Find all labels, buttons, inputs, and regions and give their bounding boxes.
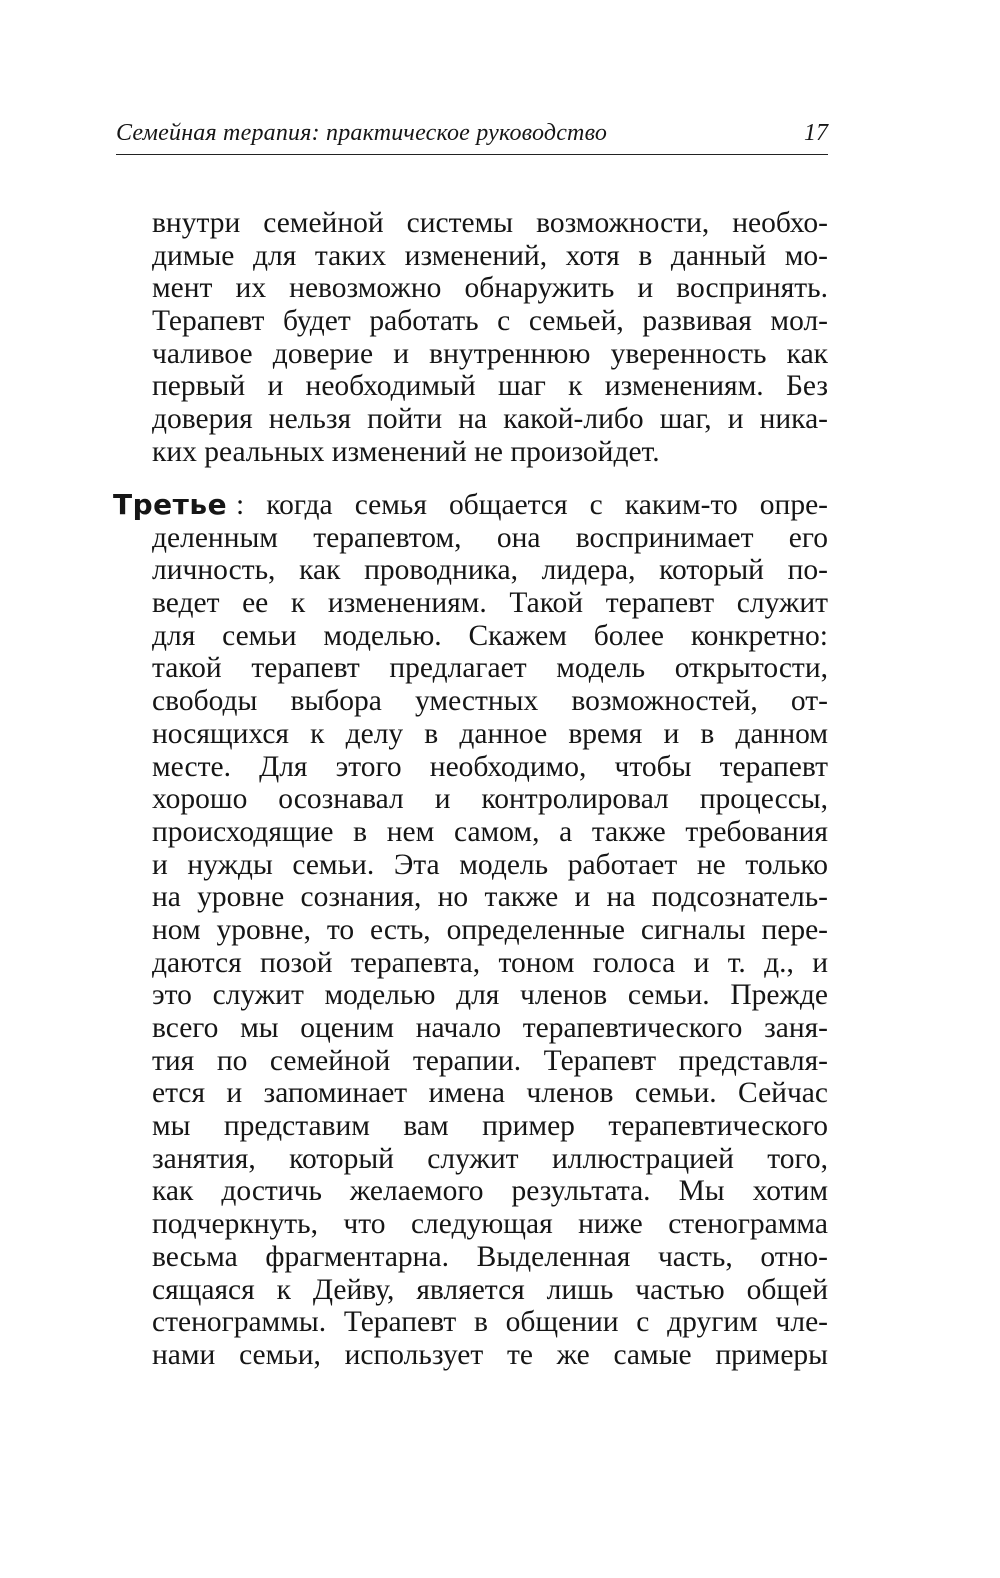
text-line: свободы выбора уместных возможностей, от- [152, 685, 828, 718]
text-line: Терапевт будет работать с семьей, развивая мол- [152, 305, 828, 338]
text-line: носящихся к делу в данное время и в данном [152, 717, 828, 750]
text-line: ется и запоминает имена членов семьи. Сейчас [152, 1077, 828, 1110]
text-line: чаливое доверие и внутреннюю уверенность как [152, 337, 828, 370]
text-line: как достичь желаемого результата. Мы хотим [152, 1175, 828, 1208]
lead-word: Третье [113, 488, 228, 521]
text-line: подчеркнуть, что следующая ниже стенограмма [152, 1208, 828, 1241]
text-line: стенограммы. Терапевт в общении с другим чле- [152, 1306, 828, 1339]
text-line: всего мы оценим начало терапевтического заня- [152, 1012, 828, 1044]
text-line: и нужды семьи. Эта модель работает не только [152, 848, 828, 881]
text-line: нами семьи, использует те же самые примеры [152, 1338, 828, 1371]
text-line: димые для таких изменений, хотя в данный мо- [152, 239, 828, 272]
text-line: происходящие в нем самом, а также требования [152, 815, 828, 848]
text-line: сящаяся к Дейву, является лишь частью общей [152, 1273, 828, 1306]
text-line: ведет ее к изменениям. Такой терапевт служит [152, 587, 828, 620]
text-line: мы представим вам пример терапевтического [152, 1110, 828, 1143]
page-number: 17 [804, 120, 828, 146]
paragraph-1 [152, 207, 828, 469]
text-line: хорошо осознавал и контролировал процессы, [152, 783, 828, 816]
running-title: Семейная терапия: практическое руководство [116, 120, 608, 146]
text-line: даются позой терапевта, тоном голоса и т. д., и [152, 946, 828, 979]
text-line: личность, как проводника, лидера, который по- [152, 554, 828, 587]
text-line: такой терапевт предлагает модель открытости, [152, 652, 828, 685]
text-line: первый и необходимый шаг к изменениям. Без [152, 370, 828, 403]
text-line: весьма фрагментарна. Выделенная часть, отно- [152, 1240, 828, 1273]
text-line: доверия нельзя пойти на какой-либо шаг, и ника- [152, 403, 828, 436]
running-header [116, 116, 828, 155]
paragraph-2 [113, 488, 828, 1372]
first-line [113, 488, 828, 522]
text-line: на уровне сознания, но также и на подсознатель- [152, 881, 828, 914]
text-line: ном уровне, то есть, определенные сигналы пере- [152, 913, 828, 946]
text-line: занятия, который служит иллюстрацией того, [152, 1142, 828, 1175]
text-line: тия по семейной терапии. Терапевт представля- [152, 1044, 828, 1077]
first-line-rest: : когда семья общается с каким-то опре- [236, 489, 828, 521]
text-line: это служит моделью для членов семьи. Прежде [152, 979, 828, 1012]
text-line: для семьи моделью. Скажем более конкретно: [152, 619, 828, 652]
text-line: мент их невозможно обнаружить и воспринять. [152, 272, 828, 305]
text-line: деленным терапевтом, она воспринимает его [152, 521, 828, 554]
text-line: ких реальных изменений не произойдет. [152, 435, 660, 468]
text-line: месте. Для этого необходимо, чтобы терапевт [152, 750, 828, 783]
text-line: внутри семейной системы возможности, необхо- [152, 207, 828, 239]
